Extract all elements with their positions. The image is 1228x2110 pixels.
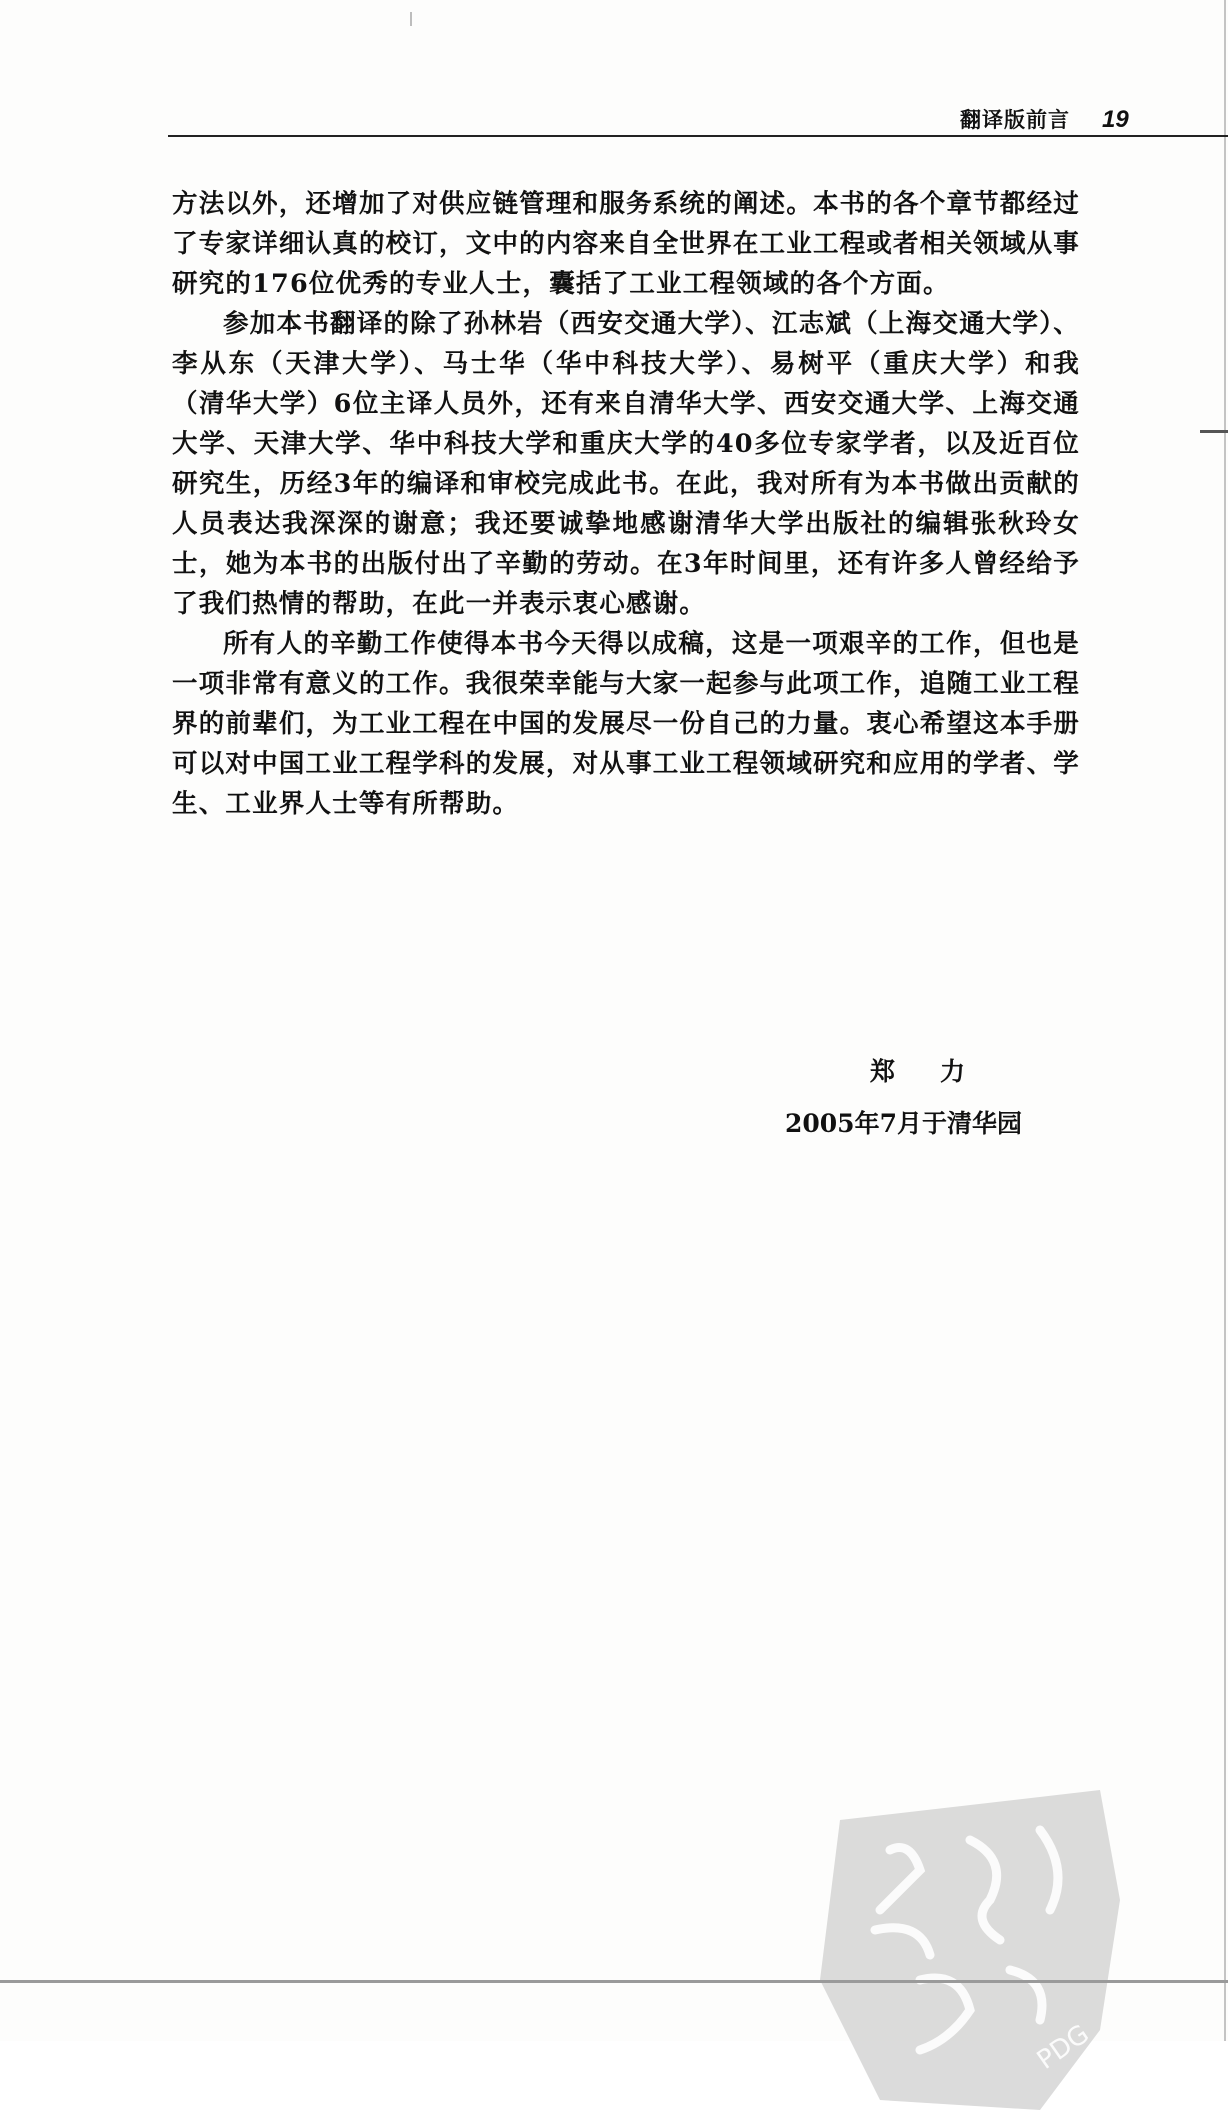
running-header-title: 翻译版前言 xyxy=(960,108,1070,132)
signature-date-place: 2005年7月于清华园 xyxy=(785,1109,1022,1138)
watermark-seal-icon xyxy=(800,1780,1130,2110)
paragraph-1: 方法以外，还增加了对供应链管理和服务系统的阐述。本书的各个章节都经过了专家详细认真的校订，文中的内容来自全世界在工业工程或者相关领域从事研究的176位优秀的专业人士，囊括了工业工程领域的各个方面。 xyxy=(172,189,1080,299)
scan-artifact-mark xyxy=(410,12,412,26)
page-bottom-rule xyxy=(0,1980,1228,1983)
body-text xyxy=(172,184,1080,824)
paragraph-2: 参加本书翻译的除了孙林岩（西安交通大学）、江志斌（上海交通大学）、李从东（天津大学）、马士华（华中科技大学）、易树平（重庆大学）和我（清华大学）6位主译人员外，还有来自清华大学、西安交通大学、上海交通大学、天津大学、华中科技大学和重庆大学的40多位专家学者，以及近百位研究生，历经3年的编译和审校完成此书。在此，我对所有为本书做出贡献的人员表达我深深的谢意；我还要诚挚地感谢清华大学出版社的编辑张秋玲女士，她为本书的出版付出了辛勤的劳动。在3年时间里，还有许多人曾经给予了我们热情的帮助，在此一并表示衷心感谢。 xyxy=(172,309,1080,619)
header-rule xyxy=(168,135,1228,137)
margin-tick-mark xyxy=(1200,430,1228,433)
running-header xyxy=(960,104,1129,134)
page-number: 19 xyxy=(1102,106,1129,133)
author-name xyxy=(870,1052,966,1088)
watermark-label: PDG xyxy=(1031,2019,1095,2076)
paragraph-3: 所有人的辛勤工作使得本书今天得以成稿，这是一项艰辛的工作，但也是一项非常有意义的工作。我很荣幸能与大家一起参与此项工作，追随工业工程界的前辈们，为工业工程在中国的发展尽一份自己的力量。衷心希望这本手册可以对中国工业工程学科的发展，对从事工业工程领域研究和应用的学者、学生、工业界人士等有所帮助。 xyxy=(172,629,1080,819)
page-edge-line xyxy=(1224,0,1226,2041)
author-name-first: 郑 xyxy=(870,1057,897,1086)
author-name-last: 力 xyxy=(940,1057,967,1086)
